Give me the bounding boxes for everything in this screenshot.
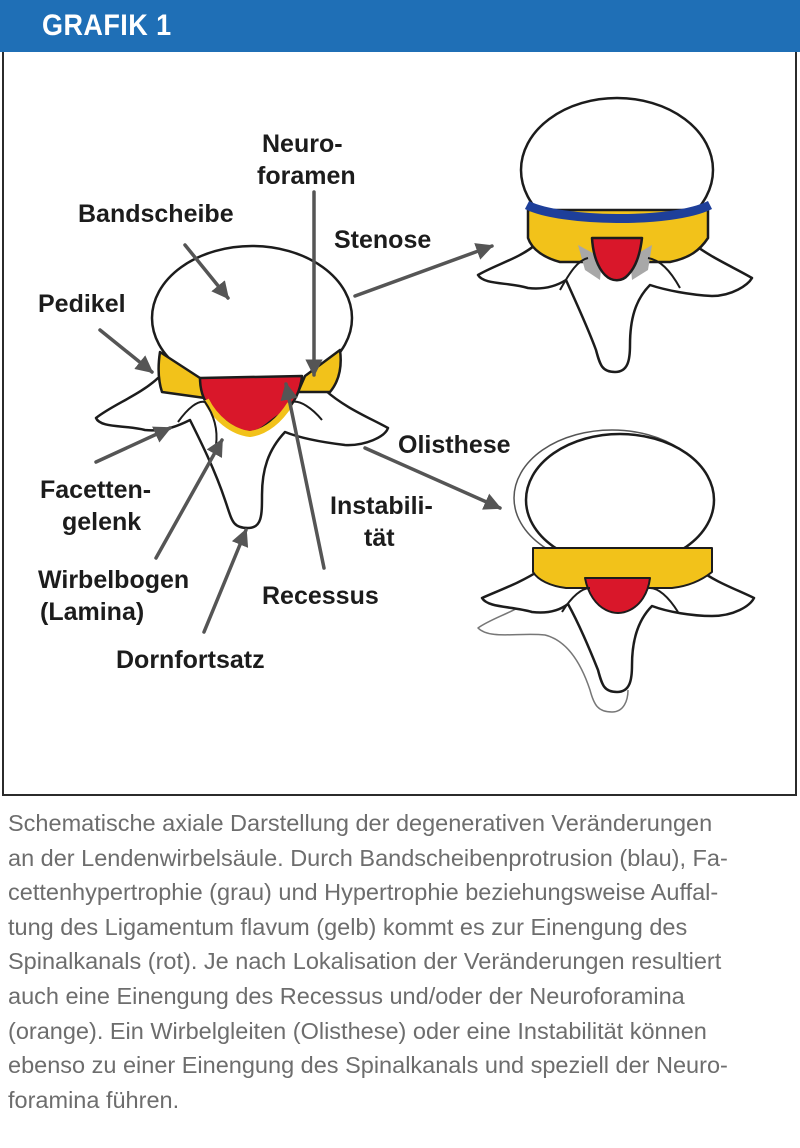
label-wirbelbogen-line1: Wirbelbogen — [38, 566, 190, 594]
figure-header — [0, 0, 800, 52]
vertebra-diagram — [0, 52, 800, 796]
caption-line: tung des Ligamentum flavum (gelb) kommt es zur Einengung des — [8, 913, 688, 940]
caption-line: foramina führen. — [8, 1086, 180, 1113]
label-instabilitaet-line1: Instabili- — [330, 492, 433, 520]
arrow-pedikel — [100, 330, 152, 372]
olisthesis-disc — [526, 434, 714, 566]
caption-line: Schematische axiale Darstellung der degenerativen Veränderungen — [8, 810, 713, 836]
label-olisthese: Olisthese — [398, 431, 511, 459]
caption-line: Spinalkanals (rot). Je nach Lokalisation der Veränderungen resultiert — [8, 948, 722, 975]
label-dornfortsatz: Dornfortsatz — [116, 646, 265, 674]
label-wirbelbogen-line2: (Lamina) — [40, 598, 145, 626]
olisthesis-vertebra — [478, 430, 754, 712]
arrow-wirbelbogen — [156, 440, 222, 558]
label-facetten-line1: Facetten- — [40, 476, 152, 504]
label-recessus: Recessus — [262, 582, 379, 610]
label-facetten-line2: gelenk — [62, 508, 142, 536]
stenosis-vertebra — [478, 98, 752, 372]
caption-line: (orange). Ein Wirbelgleiten (Olisthese) oder eine Instabilität können — [8, 1017, 707, 1044]
label-bandscheibe: Bandscheibe — [78, 200, 234, 228]
figure-title: GRAFIK 1 — [42, 9, 172, 42]
label-pedikel: Pedikel — [38, 290, 126, 318]
label-neuroforamen-line1: Neuro- — [262, 130, 343, 158]
arrow-dornfortsatz — [204, 530, 246, 632]
caption-line: an der Lendenwirbelsäule. Durch Bandscheibenprotrusion (blau), Fa- — [8, 844, 728, 871]
figure-caption — [8, 806, 796, 1117]
caption-line: cettenhypertrophie (grau) und Hypertrophie beziehungsweise Auffal- — [8, 879, 719, 906]
caption-line: auch eine Einengung des Recessus und/oder der Neuroforamina — [8, 982, 685, 1009]
label-neuroforamen-line2: foramen — [257, 162, 356, 190]
arrow-facetten — [96, 428, 170, 462]
label-stenose: Stenose — [334, 226, 432, 254]
caption-line: ebenso zu einer Einengung des Spinalkanals und speziell der Neuro- — [8, 1052, 728, 1079]
label-instabilitaet-line2: tät — [364, 524, 395, 552]
